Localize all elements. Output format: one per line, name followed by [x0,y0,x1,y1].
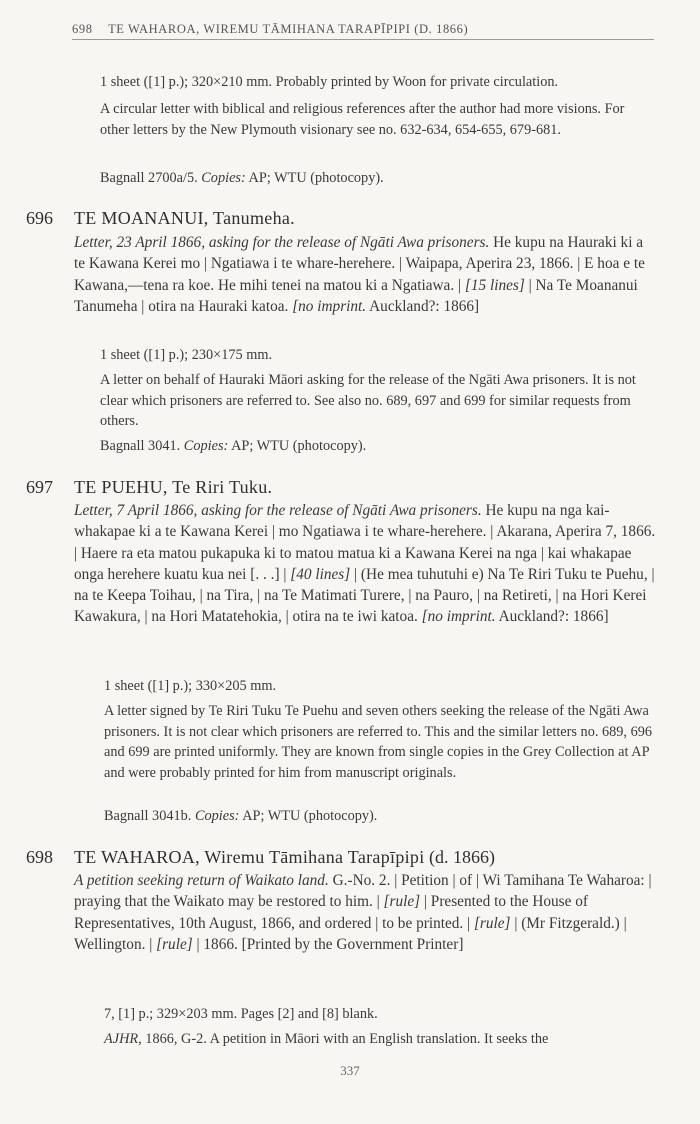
entry-698-note-text: 1866, G-2. A petition in Māori with an English translation. It seeks the [145,1031,549,1047]
entry-696-copies-label: Copies: [183,438,229,454]
entry-696-bibliographic-reference [100,436,656,457]
entry-697-note-text: A letter signed by Te Riri Tuku Te Puehu and seven others seeking the release of the Ngāti Awa prisoners. It is not clear which prisoners are referred to. This and the similar letters no. 689, 696 and 699 are printed uniformly. They are known from single copies in the Grey Collection at AP and were probably printed for him from manuscript originals. [104,703,653,781]
entry-698-transcription-4: | 1866. [196,935,238,953]
running-head-page-number: 698 [72,22,93,36]
entry-698-transcription-3: | (Mr Fitzgerald.) | Wellington. | [74,914,627,953]
entry-696-collation-text: 1 sheet ([1] p.); 230×175 mm. [100,347,273,363]
entry-696-body [74,232,656,317]
entry-698-imprint: [Printed by the Government Printer] [241,935,464,953]
entry-697-transcription: He kupu na nga kai-whakapae ki a te Kawana Kerei | mo Ngatiawa i te whare-herehere. | Akarana, Aperira 7, 1866. | Haere ra eta matou pukapuka ki to matou matua ki a Kawana Kerei na nga | kai whakapae onga herehere kuatu kua nei [. . .] | [74,502,656,583]
entry-696-title: Letter, 23 April 1866, asking for the release of Ngāti Awa prisoners. [74,234,490,251]
entry-696-copies: AP; WTU (photocopy). [231,438,367,454]
entry-697-lines: [40 lines] [290,565,351,583]
entry-697-copies: AP; WTU (photocopy). [242,808,378,824]
entry-698-collation [104,1004,656,1025]
intro-note-text: A circular letter with biblical and religious references after the author had more visions. For other letters by the New Plymouth visionary see no. 632-634, 654-655, 679-681. [100,101,625,138]
entry-696-imprint: [no imprint. [292,297,367,315]
entry-698-author: TE WAHAROA, Wiremu Tāmihana Tarapīpipi [74,847,425,867]
entry-698-rule-3: [rule] [156,935,193,953]
entry-697-copies-label: Copies: [194,808,240,824]
intro-copies-label: Copies: [201,170,246,186]
entry-698-note-source: AJHR, [104,1031,142,1047]
entry-697-author: TE PUEHU, Te Riri Tuku. [74,477,273,497]
entry-697-imprint: [no imprint. [421,608,496,626]
page-folio: 337 [340,1063,360,1078]
entry-698-transcription-2: | Presented to the House of Representatives, 10th August, 1866, and ordered | to be printed. | [74,893,588,932]
intro-collation [100,72,656,93]
entry-697-collation-text: 1 sheet ([1] p.); 330×205 mm. [104,678,277,694]
entry-696-lines: [15 lines] [464,276,525,294]
intro-copies: AP; WTU (photocopy). [248,170,384,186]
running-head-text: TE WAHAROA, WIREMU TĀMIHANA TARAPĪPIPI (D. 1866) [108,22,469,36]
entry-698-number: 698 [26,847,53,867]
entry-696-note [100,370,656,432]
entry-698-heading [74,847,495,868]
entry-697-body [74,500,656,628]
entry-697-number: 697 [26,477,53,497]
entry-696-transcription-end: | Na Te Moananui Tanumeha | otira na Hauraki katoa. [74,276,638,315]
entry-696-collation [100,345,656,366]
entry-696-bib-ref: Bagnall 3041. [100,438,181,454]
intro-bib-ref: Bagnall 2700a/5. [100,170,198,186]
entry-696-author: TE MOANANUI, Tanumeha. [74,208,295,228]
entry-698-rule-2: [rule] [473,914,511,932]
entry-698-rule-1: [rule] [383,893,421,911]
entry-696-transcription: He kupu na Hauraki ki a te Kawana Kerei mo | Ngatiawa i te whare-herehere. | Waipapa, Aperira 23, 1866. | E hoa e te Kawana,—tena ra koe. He mihi tenei na matou ki a Ngatiawa. | [74,234,645,294]
entry-698-collation-text: 7, [1] p.; 329×203 mm. Pages [2] and [8] blank. [104,1006,378,1022]
entry-698-note [104,1029,656,1050]
entry-697-bib-ref: Bagnall 3041b. [104,808,192,824]
intro-bibliographic-reference [100,168,656,189]
intro-note [100,99,656,140]
entry-698-transcription: G.-No. 2. | Petition | of | Wi Tamihana Te Waharoa: | praying that the Waikato may be restored to him. | [74,872,652,911]
entry-696-number: 696 [26,208,53,228]
entry-697-bibliographic-reference [104,806,656,827]
entry-696-note-text: A letter on behalf of Hauraki Māori asking for the release of the Ngāti Awa prisoners. It is not clear which prisoners are referred to. See also no. 689, 697 and 699 for similar requests from others. [100,372,636,429]
entry-698-body [74,870,656,955]
entry-697-collation [104,676,656,697]
entry-698-dates: (d. 1866) [429,847,496,867]
entry-697-title: Letter, 7 April 1866, asking for the release of Ngāti Awa prisoners. [74,502,482,519]
entry-697-imprint-end: Auckland?: 1866] [498,608,609,626]
intro-collation-text: 1 sheet ([1] p.); 320×210 mm. Probably printed by Woon for private circulation. [100,74,559,90]
entry-696-heading [74,208,295,229]
entry-696-imprint-end: Auckland?: 1866] [369,297,480,315]
entry-698-title: A petition seeking return of Waikato land. [74,872,329,889]
entry-697-transcription-end: | (He mea tuhutuhi e) Na Te Riri Tuku te Puehu, | na te Keepa Toihau, | na Tira, | na Te Matimati Turere, | na Pauro, | na Retireti, | na Hori Kerei Kawakura, | na Hori Matatehokia, | otira na te iwi katoa. [74,565,655,626]
entry-697-note [104,701,656,783]
entry-697-heading [74,477,272,498]
running-head [72,22,654,40]
